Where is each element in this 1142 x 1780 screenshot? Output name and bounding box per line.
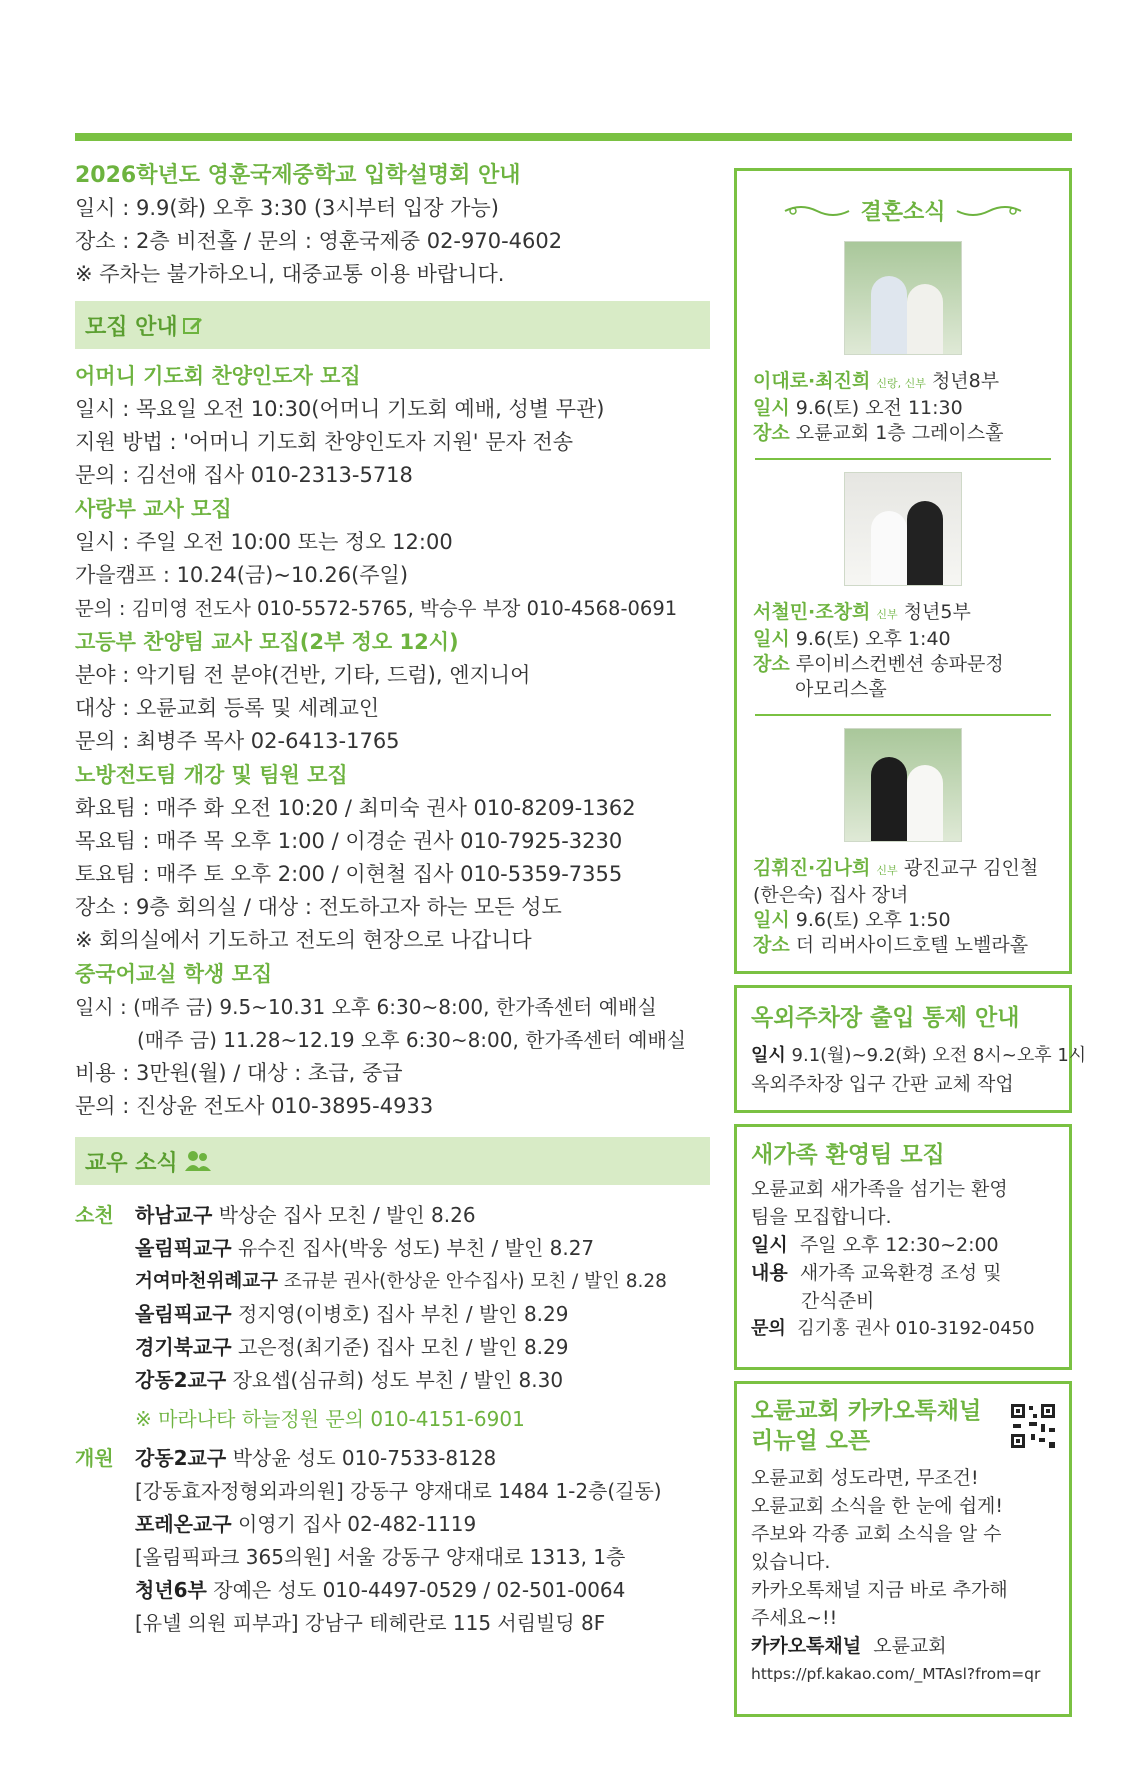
- kakao-desc: 있습니다.: [751, 1551, 831, 1573]
- list-item: [135, 1265, 667, 1298]
- couple-names: 김휘진·김나희: [753, 857, 871, 879]
- kakao-desc: 카카오톡채널 지금 바로 추가해: [751, 1579, 1008, 1601]
- members-section-header: [75, 1137, 710, 1185]
- place-label: 장소: [753, 422, 790, 444]
- parish-name: 하남교구: [135, 1203, 213, 1227]
- channel-label: 카카오톡채널: [751, 1635, 862, 1657]
- news-text: 유수진 집사(박웅 성도) 부친 / 발인 8.27: [237, 1236, 595, 1260]
- welcome-desc: 팀을 모집합니다.: [751, 1206, 892, 1228]
- wedding-title-label: 결혼소식: [860, 200, 946, 225]
- recruit-section-header: [75, 301, 710, 349]
- recruit-title: 노방전도팀 개강 및 팀원 모집: [75, 763, 348, 787]
- channel-name: 오륜교회: [873, 1635, 947, 1657]
- recruit-line: 일시 : (매주 금) 9.5~10.31 오후 6:30~8:00, 한가족센터 예배실: [75, 995, 657, 1019]
- wedding-date: 9.6(토) 오전 11:30: [795, 397, 963, 419]
- parking-box: [734, 985, 1087, 1113]
- news-text: 박상순 집사 모친 / 발인 8.26: [218, 1203, 476, 1227]
- news-text: 장요셉(심규희) 성도 부친 / 발인 8.30: [232, 1368, 564, 1392]
- list-item: [135, 1442, 662, 1475]
- recruit-line: (매주 금) 11.28~12.19 오후 6:30~8:00, 한가족센터 예배실: [137, 1028, 687, 1052]
- wedding-photo-1: [844, 241, 962, 355]
- recruit-group: [75, 625, 710, 758]
- date-label: 일시: [751, 1234, 788, 1256]
- recruit-line: 일시 : 주일 오전 10:00 또는 정오 12:00: [75, 530, 453, 554]
- kakao-box: [734, 1381, 1072, 1717]
- wedding-photo-2: [844, 472, 962, 586]
- contact-label: 문의: [751, 1318, 786, 1339]
- qr-code-icon[interactable]: [1009, 1402, 1057, 1450]
- news-text: 장예은 성도 010-4497-0529 / 02-501-0064: [213, 1578, 626, 1602]
- list-item: [135, 1331, 667, 1364]
- department: 청년5부: [903, 601, 971, 623]
- place-label: 장소: [753, 934, 790, 956]
- edit-icon: [182, 315, 204, 335]
- recruit-line: 일시 : 목요일 오전 10:30(어머니 기도회 예배, 성별 무관): [75, 397, 605, 421]
- wedding-entry: [737, 600, 1069, 627]
- parking-label: 일시: [751, 1045, 786, 1066]
- wedding-place: 루이비스컨벤션 송파문정: [795, 653, 1004, 675]
- recruit-header-label: 모집 안내: [85, 314, 178, 340]
- wedding-photo-3: [844, 728, 962, 842]
- sochun-block: [75, 1199, 710, 1436]
- parking-note: 옥외주차장 입구 간판 교체 작업: [751, 1073, 1014, 1095]
- top-divider: [75, 133, 1072, 141]
- wedding-box: [734, 168, 1072, 974]
- clinic-address: [올림픽파크 365의원] 서울 강동구 양재대로 1313, 1층: [135, 1545, 626, 1569]
- welcome-contact: 김기홍 권사 010-3192-0450: [797, 1318, 1035, 1339]
- news-text: 정지영(이병호) 집사 부친 / 발인 8.29: [237, 1302, 569, 1326]
- wedding-date: 9.6(토) 오후 1:50: [795, 909, 951, 931]
- parish-name: 거여마천위례교구: [135, 1271, 278, 1292]
- sochun-note: ※ 마라나타 하늘정원 문의 010-4151-6901: [135, 1407, 525, 1431]
- content-label: 내용: [751, 1262, 788, 1284]
- place-label: 장소: [753, 653, 790, 675]
- parish-name: 올림픽교구: [135, 1236, 232, 1260]
- list-item: [135, 1574, 662, 1607]
- recruit-line: 분야 : 악기팀 전 분야(건반, 기타, 드럼), 엔지니어: [75, 663, 531, 687]
- parish-name: 강동2교구: [135, 1368, 227, 1392]
- news-text: 조규분 권사(한상운 안수집사) 모친 / 발인 8.28: [283, 1271, 667, 1292]
- recruit-line: 가을캠프 : 10.24(금)~10.26(주일): [75, 563, 409, 587]
- recruit-title: 어머니 기도회 찬양인도자 모집: [75, 364, 361, 388]
- parking-time: 9.1(월)~9.2(화) 오전 8시~오후 1시: [791, 1045, 1087, 1066]
- recruit-group: [75, 492, 710, 625]
- couple-names: 이대로·최진희: [753, 370, 871, 392]
- kakao-desc: 오륜교회 성도라면, 무조건!: [751, 1467, 979, 1489]
- divider: [755, 714, 1051, 716]
- kakao-desc: 오륜교회 소식을 한 눈에 쉽게!: [751, 1495, 1004, 1517]
- department: 청년8부: [931, 370, 1000, 392]
- recruit-line: 지원 방법 : '어머니 기도회 찬양인도자 지원' 문자 전송: [75, 430, 574, 454]
- notice-line: ※ 주차는 불가하오니, 대중교통 이용 바랍니다.: [75, 262, 505, 286]
- parish-name: 경기북교구: [135, 1335, 232, 1359]
- recruit-title: 사랑부 교사 모집: [75, 497, 232, 521]
- kakao-channel-link[interactable]: https://pf.kakao.com/_MTAsl?from=qr: [751, 1665, 1041, 1683]
- wedding-title: [737, 199, 1069, 227]
- members-header-label: 교우 소식: [85, 1150, 178, 1176]
- recruit-line: 토요팀 : 매주 토 오후 2:00 / 이현철 집사 010-5359-7355: [75, 862, 623, 886]
- news-text: 고은정(최기준) 집사 모친 / 발인 8.29: [237, 1335, 569, 1359]
- date-label: 일시: [753, 628, 790, 650]
- list-item: [135, 1508, 662, 1541]
- welcome-title: 새가족 환영팀 모집: [751, 1142, 945, 1168]
- news-text: 박상윤 성도 010-7533-8128: [232, 1446, 497, 1470]
- parish-name: 올림픽교구: [135, 1302, 232, 1326]
- people-icon: [184, 1150, 212, 1172]
- notice-title: 2026학년도 영훈국제중학교 입학설명회 안내: [75, 163, 521, 188]
- ornament-left-icon: [783, 203, 853, 219]
- recruit-line: 문의 : 김미영 전도사 010-5572-5765, 박승우 부장 010-4568-0691: [75, 597, 678, 620]
- left-column: [75, 160, 710, 1640]
- recruit-line: 대상 : 오륜교회 등록 및 세례교인: [75, 696, 380, 720]
- wedding-place: 더 리버사이드호텔 노벨라홀: [795, 934, 1029, 956]
- ornament-right-icon: [953, 203, 1023, 219]
- wedding-entry: [737, 369, 1069, 396]
- recruit-line: 문의 : 최병주 목사 02-6413-1765: [75, 729, 400, 753]
- couple-names: 서철민·조창희: [753, 601, 871, 623]
- department-cont: (한은숙) 집사 장녀: [753, 884, 909, 906]
- welcome-content-cont: 간식준비: [801, 1290, 875, 1312]
- kakao-title-cont: 리뉴얼 오픈: [751, 1428, 871, 1454]
- recruit-line: 목요팀 : 매주 목 오후 1:00 / 이경순 권사 010-7925-3230: [75, 829, 623, 853]
- recruit-line: 문의 : 김선애 집사 010-2313-5718: [75, 463, 413, 487]
- kakao-title: 오륜교회 카카오톡채널: [751, 1398, 982, 1424]
- sochun-label: 소천: [75, 1203, 114, 1227]
- recruit-group: [75, 957, 710, 1123]
- list-item: [135, 1199, 667, 1232]
- department: 광진교구 김인철: [903, 857, 1039, 879]
- recruit-title: 중국어교실 학생 모집: [75, 962, 273, 986]
- recruit-line: 화요팀 : 매주 화 오전 10:20 / 최미숙 권사 010-8209-1362: [75, 796, 636, 820]
- recruit-title: 고등부 찬양팀 교사 모집(2부 정오 12시): [75, 630, 459, 654]
- list-item: [135, 1364, 667, 1397]
- role-tag: 신부: [876, 864, 898, 877]
- list-item: [135, 1298, 667, 1331]
- wedding-place-cont: 아모리스홀: [795, 678, 887, 700]
- recruit-group: [75, 758, 710, 957]
- parish-name: 포레온교구: [135, 1512, 232, 1536]
- parking-title: 옥외주차장 출입 통제 안내: [751, 1005, 1020, 1031]
- recruit-line: 비용 : 3만원(월) / 대상 : 초급, 중급: [75, 1061, 403, 1085]
- welcome-desc: 오륜교회 새가족을 섬기는 환영: [751, 1178, 1008, 1200]
- notice-line: 일시 : 9.9(화) 오후 3:30 (3시부터 입장 가능): [75, 196, 499, 220]
- role-tag: 신부: [876, 608, 898, 621]
- welcome-date: 주일 오후 12:30~2:00: [799, 1234, 999, 1256]
- gaewon-block: [75, 1442, 710, 1640]
- wedding-place: 오륜교회 1층 그레이스홀: [795, 422, 1004, 444]
- clinic-address: [유넬 의원 피부과] 강남구 테헤란로 115 서림빌딩 8F: [135, 1611, 606, 1635]
- notice-line: 장소 : 2층 비전홀 / 문의 : 영훈국제중 02-970-4602: [75, 229, 563, 253]
- parish-name: 청년6부: [135, 1578, 207, 1602]
- parish-name: 강동2교구: [135, 1446, 227, 1470]
- kakao-desc: 주보와 각종 교회 소식을 알 수: [751, 1523, 1002, 1545]
- welcome-content: 새가족 교육환경 조성 및: [799, 1262, 1002, 1284]
- news-text: 이영기 집사 02-482-1119: [237, 1512, 477, 1536]
- wedding-entry: [737, 856, 1069, 883]
- clinic-address: [강동효자정형외과의원] 강동구 양재대로 1484 1-2층(길동): [135, 1479, 662, 1503]
- date-label: 일시: [753, 397, 790, 419]
- wedding-date: 9.6(토) 오후 1:40: [795, 628, 951, 650]
- recruit-line: 장소 : 9층 회의실 / 대상 : 전도하고자 하는 모든 성도: [75, 895, 562, 919]
- role-tag: 신랑, 신부: [876, 377, 926, 390]
- date-label: 일시: [753, 909, 790, 931]
- welcome-box: [734, 1124, 1072, 1370]
- recruit-group: [75, 359, 710, 492]
- divider: [755, 458, 1051, 460]
- gaewon-label: 개원: [75, 1446, 114, 1470]
- recruit-line: ※ 회의실에서 기도하고 전도의 현장으로 나갑니다: [75, 928, 532, 952]
- recruit-line: 문의 : 진상윤 전도사 010-3895-4933: [75, 1094, 434, 1118]
- list-item: [135, 1232, 667, 1265]
- kakao-desc: 주세요~!!: [751, 1607, 838, 1629]
